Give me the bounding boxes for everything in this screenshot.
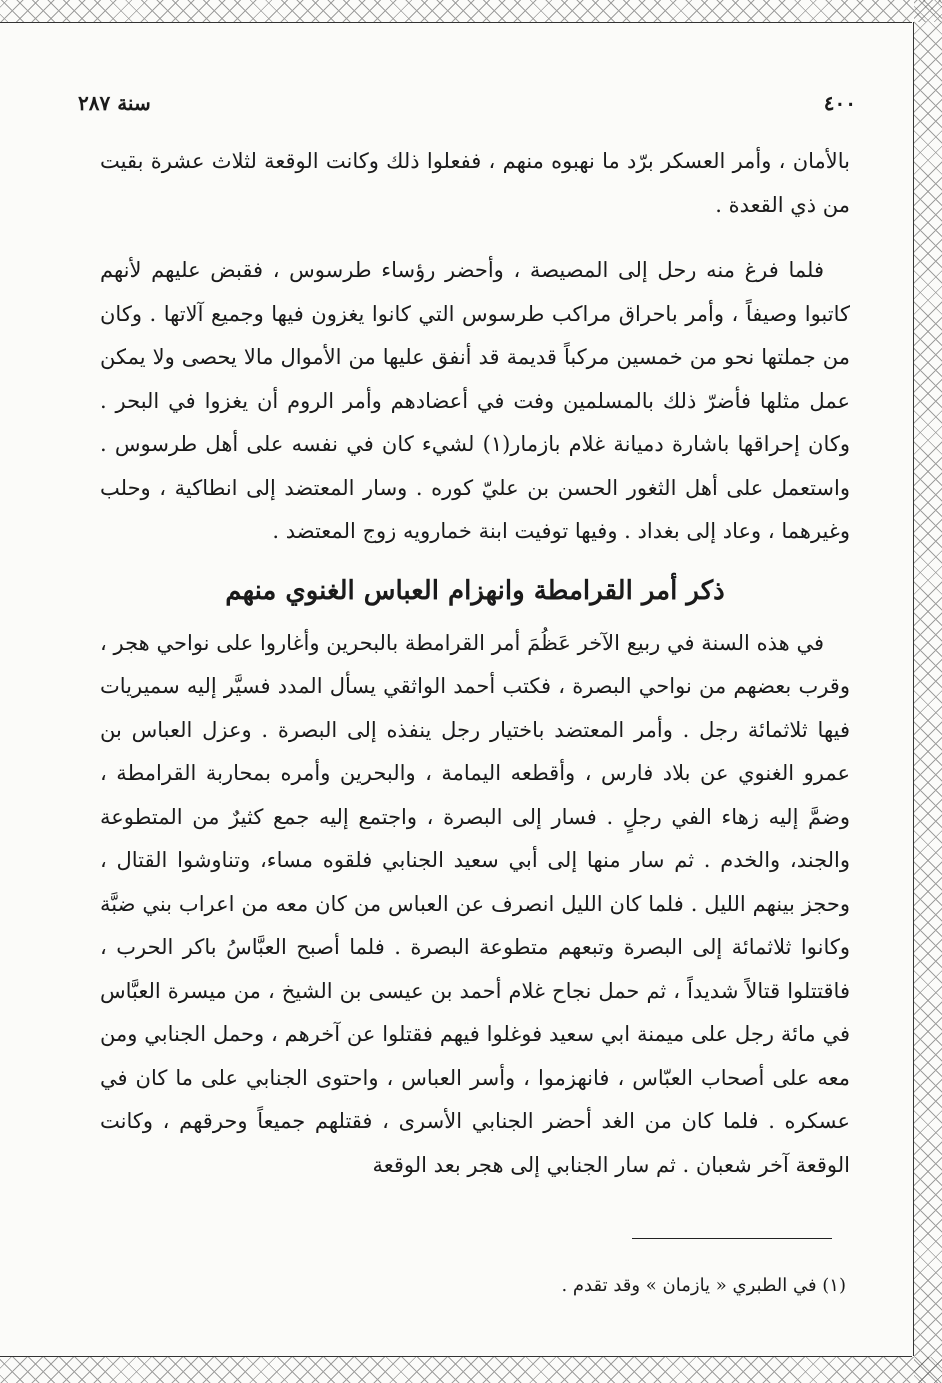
- decorative-border-right: [914, 0, 942, 1383]
- section-title: ذكر أمر القرامطة وانهزام العباس الغنوي منهم: [225, 575, 725, 606]
- decorative-border-bottom: [0, 1357, 942, 1383]
- frame-line-top: [0, 22, 912, 23]
- page-number: ٤٠٠: [823, 91, 856, 115]
- page-body: [100, 140, 850, 1187]
- frame-line-right: [913, 22, 914, 1356]
- paragraph-1: بالأمان ، وأمر العسكر برّد ما نهبوه منهم ، ففعلوا ذلك وكانت الوقعة لثلاث عشرة بقيت من ذي القعدة .: [100, 149, 850, 217]
- frame-line-bottom: [0, 1356, 912, 1357]
- decorative-border-top: [0, 0, 942, 22]
- year-label: سنة ٢٨٧: [78, 91, 151, 115]
- paragraph-3: في هذه السنة في ربيع الآخر عَظُمَ أمر القرامطة بالبحرين وأغاروا على نواحي هجر ، وقرب بعضهم من نواحي البصرة ، فكتب أحمد الواثقي يسأل المدد فسيَّر إليه سميريات فيها ثلاثمائة رجل . وأمر المعتضد باختيار رجل ينفذه إلى البصرة . وعزل العباس بن عمرو الغنوي عن بلاد فارس ، وأقطعه اليمامة ، والبحرين وأمره بمحاربة القرامطة ، وضمَّ إليه زهاء الفي رجلٍ . فسار إلى البصرة ، واجتمع إليه جمع كثيرٌ من المتطوعة والجند، والخدم . ثم سار منها إلى أبي سعيد الجنابي فلقوه مساء، وتناوشوا القتال ، وحجز بينهم الليل . فلما كان الليل انصرف عن العباس من كان معه من اعراب بني ضبَّة وكانوا ثلاثمائة إلى البصرة وتبعهم متطوعة البصرة . فلما أصبح العبَّاسُ باكر الحرب ، فاقتتلوا قتالاً شديداً ، ثم حمل نجاح غلام أحمد بن عيسى بن الشيخ ، من ميسرة العبَّاس في مائة رجل على ميمنة ابي سعيد فوغلوا فيهم فقتلوا عن آخرهم ، وحمل الجنابي ومن معه على أصحاب العبّاس ، فانهزموا ، وأسر العباس ، واحتوى الجنابي على ما كان في عسكره . فلما كان من الغد أحضر الجنابي الأسرى ، فقتلهم جميعاً وحرقهم ، وكانت الوقعة آخر شعبان . ثم سار الجنابي إلى هجر بعد الوقعة: [100, 630, 850, 1177]
- page-header: [78, 88, 856, 118]
- paragraph-2: فلما فرغ منه رحل إلى المصيصة ، وأحضر رؤساء طرسوس ، فقبض عليهم لأنهم كاتبوا وصيفاً ، وأمر باحراق مراكب طرسوس التي كانوا يغزون فيها وجميع آلاتها . وكان من جملتها نحو من خمسين مركباً قديمة قد أنفق عليها من الأموال مالا يحصى ولا يمكن عمل مثلها فأضرّ ذلك بالمسلمين وفت في أعضادهم وأمر الروم أن يغزوا في البحر . وكان إحراقها باشارة دميانة غلام بازمار(١) لشيء كان في نفسه على أهل طرسوس . واستعمل على أهل الثغور الحسن بن عليّ كوره . وسار المعتضد إلى انطاكية ، وحلب وغيرهما ، وعاد إلى بغداد . وفيها توفيت ابنة خمارويه زوج المعتضد .: [100, 258, 851, 543]
- footnote-separator: [632, 1238, 832, 1239]
- footnote: (١) في الطبري « يازمان » وقد تقدم .: [561, 1275, 846, 1296]
